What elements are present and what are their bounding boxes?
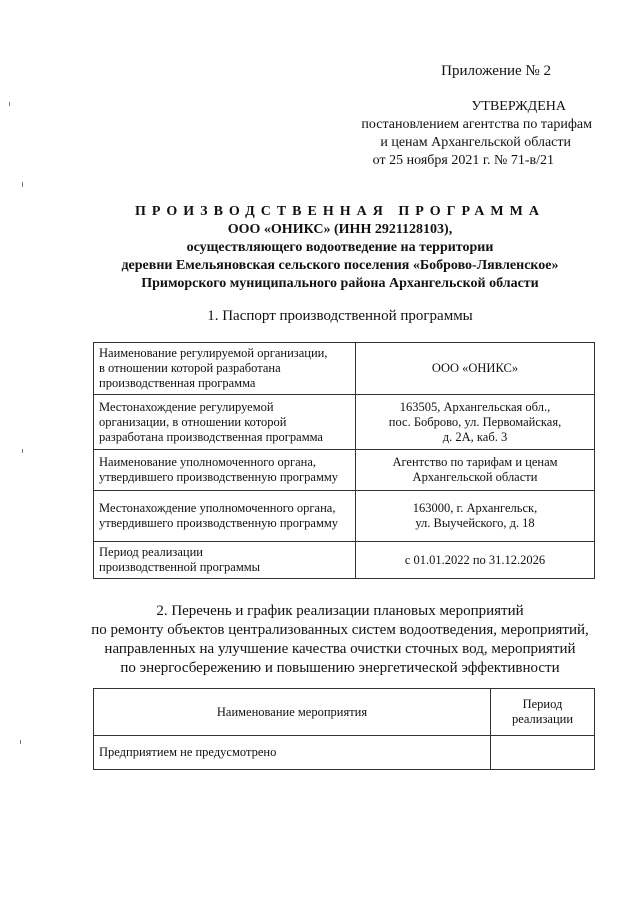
cell-text: Период [522, 697, 563, 711]
cell-text: в отношении которой разработана [99, 361, 281, 375]
column-header-name: Наименование мероприятия [94, 689, 491, 736]
table-row [94, 736, 595, 770]
table-cell-label [94, 542, 356, 579]
table-row [94, 491, 595, 542]
cell-text: утвердившего производственную программу [99, 470, 339, 484]
cell-text: 163505, Архангельская обл., [399, 399, 551, 414]
heading-line: по ремонту объектов централизованных систем водоотведения, мероприятий, [91, 622, 589, 638]
table-cell-label [94, 450, 356, 491]
table-row [94, 395, 595, 450]
table-cell-label [94, 491, 356, 542]
scan-mark [22, 182, 23, 187]
approval-line: и ценам Архангельской области [380, 135, 571, 150]
heading-line: направленных на улучшение качества очистки сточных вод, мероприятий [104, 641, 576, 657]
measures-table [93, 688, 595, 770]
table-header-row [94, 689, 595, 736]
table-cell-value [356, 542, 595, 579]
appendix-label: Приложение № 2 [441, 63, 551, 79]
cell-text: разработана производственная программа [99, 429, 323, 444]
heading-line: 2. Перечень и график реализации плановых мероприятий [156, 603, 524, 619]
cell-text: Архангельской области [412, 470, 538, 484]
cell-text: производственной программы [99, 560, 261, 574]
table-cell-measure: Предприятием не предусмотрено [94, 736, 491, 770]
cell-text: с 01.01.2022 по 31.12.2026 [404, 552, 546, 567]
heading-line: по энергосбережению и повышению энергетической эффективности [120, 660, 560, 676]
cell-text: утвердившего производственную программу [99, 516, 339, 530]
table-row [94, 343, 595, 395]
cell-text: организации, в отношении которой [99, 414, 287, 429]
table-row [94, 450, 595, 491]
cell-text: 163000, г. Архангельск, [412, 501, 538, 515]
cell-text: ООО «ОНИКС» [431, 361, 519, 375]
program-title-block [70, 203, 610, 293]
table-cell-value [356, 395, 595, 450]
cell-text: Местонахождение регулируемой [99, 399, 274, 414]
cell-text: Наименование уполномоченного органа, [99, 455, 316, 469]
section-2-heading [60, 602, 620, 678]
column-header-period [491, 689, 595, 736]
cell-text: реализации [511, 712, 574, 726]
scan-mark [9, 102, 10, 106]
cell-text: д. 2А, каб. 3 [442, 429, 508, 444]
program-title: ПРОИЗВОДСТВЕННАЯ ПРОГРАММА [135, 204, 545, 219]
passport-table [93, 342, 595, 579]
scan-mark [22, 449, 23, 453]
cell-text: ул. Выучейского, д. 18 [415, 516, 535, 530]
cell-text: Местонахождение уполномоченного органа, [99, 501, 336, 515]
table-cell-value [356, 450, 595, 491]
table-cell-label [94, 395, 356, 450]
section-1-heading: 1. Паспорт производственной программы [207, 308, 473, 324]
approval-block [292, 98, 592, 170]
table-cell-period [491, 736, 595, 770]
cell-text: Период реализации [99, 545, 203, 559]
program-subtitle-line: осуществляющего водоотведение на территории [186, 240, 494, 255]
program-subtitle-line: Приморского муниципального района Архангельской области [141, 276, 539, 291]
cell-text: Наименование регулируемой организации, [99, 346, 328, 360]
program-org-line: ООО «ОНИКС» (ИНН 2921128103), [227, 222, 453, 237]
table-cell-label [94, 343, 356, 395]
table-cell-value [356, 343, 595, 395]
cell-text: Агентство по тарифам и ценам [392, 455, 558, 469]
table-cell-value [356, 491, 595, 542]
approval-line: постановлением агентства по тарифам [361, 117, 592, 132]
table-row [94, 542, 595, 579]
cell-text: производственная программа [99, 376, 256, 390]
program-subtitle-line: деревни Емельяновская сельского поселения «Боброво-Лявленское» [121, 258, 559, 273]
scan-mark [20, 740, 21, 744]
cell-text: пос. Боброво, ул. Первомайская, [388, 414, 562, 429]
approval-title: УТВЕРЖДЕНА [471, 99, 566, 114]
approval-line: от 25 ноября 2021 г. № 71-в/21 [372, 153, 554, 168]
